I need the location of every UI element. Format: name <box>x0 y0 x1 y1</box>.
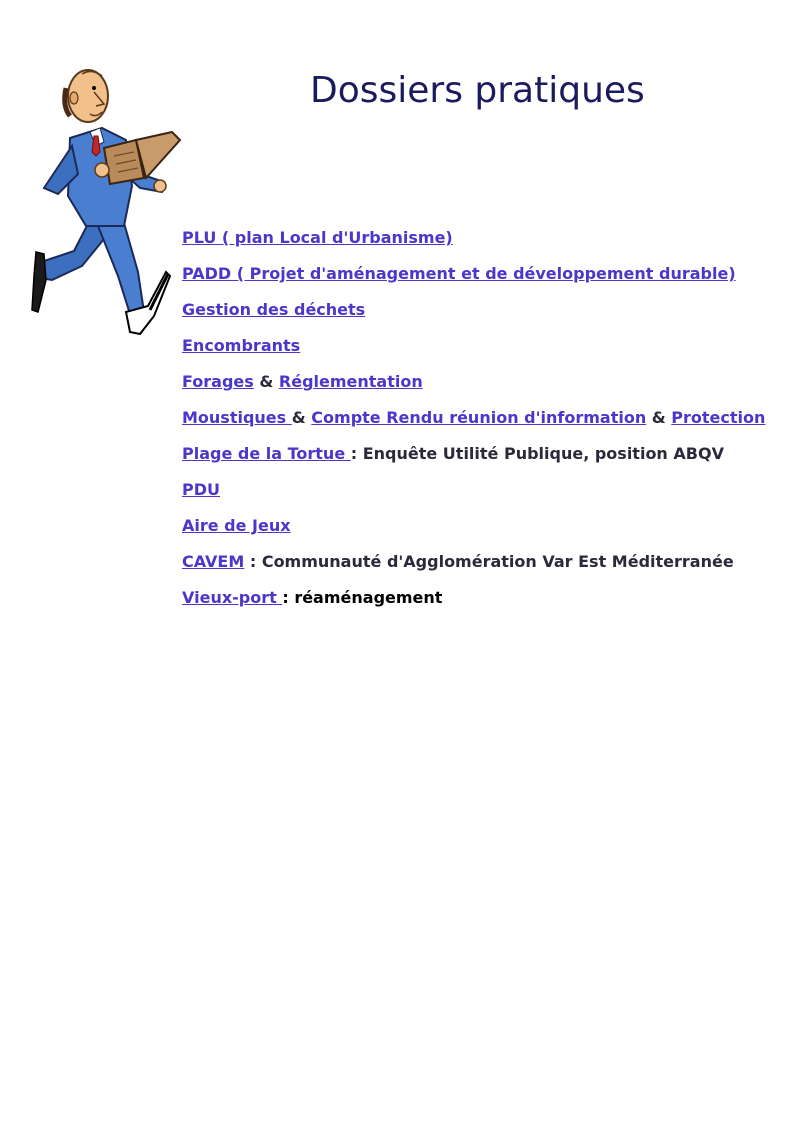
dossiers-link-list <box>182 228 782 624</box>
cavem-link[interactable]: CAVEM <box>182 552 245 571</box>
gestion-dechets-link[interactable]: Gestion des déchets <box>182 300 366 319</box>
list-item <box>182 300 782 336</box>
list-item <box>182 444 782 480</box>
forages-link[interactable]: Forages <box>182 372 254 391</box>
list-item <box>182 516 782 552</box>
list-item <box>182 372 782 408</box>
list-item <box>182 588 782 624</box>
protection-link[interactable]: Protection <box>671 408 766 427</box>
separator-text: & <box>253 372 279 391</box>
aire-de-jeux-link[interactable]: Aire de Jeux <box>182 516 291 535</box>
list-item <box>182 408 782 444</box>
padd-link[interactable]: PADD ( Projet d'aménagement et de développement durable) <box>182 264 736 283</box>
vieux-port-description: : réaménagement <box>282 588 443 607</box>
list-item <box>182 228 782 264</box>
plage-tortue-description: : Enquête Utilité Publique, position ABQV <box>350 444 724 463</box>
plu-link[interactable]: PLU ( plan Local d'Urbanisme) <box>182 228 453 247</box>
separator-text: & <box>291 408 312 427</box>
pdu-link[interactable]: PDU <box>182 480 220 499</box>
encombrants-link[interactable]: Encombrants <box>182 336 301 355</box>
moustiques-link[interactable]: Moustiques <box>182 408 292 427</box>
reglementation-link[interactable]: Réglementation <box>278 372 423 391</box>
compte-rendu-link[interactable]: Compte Rendu réunion d'information <box>311 408 647 427</box>
page-title: Dossiers pratiques <box>310 70 645 111</box>
list-item <box>182 264 782 300</box>
separator-text: & <box>646 408 672 427</box>
list-item <box>182 552 782 588</box>
vieux-port-link[interactable]: Vieux-port <box>182 588 283 607</box>
list-item <box>182 336 782 372</box>
cavem-description: : Communauté d'Agglomération Var Est Méditerranée <box>244 552 734 571</box>
plage-tortue-link[interactable]: Plage de la Tortue <box>182 444 351 463</box>
man-reading-book-illustration <box>22 66 184 338</box>
list-item <box>182 480 782 516</box>
